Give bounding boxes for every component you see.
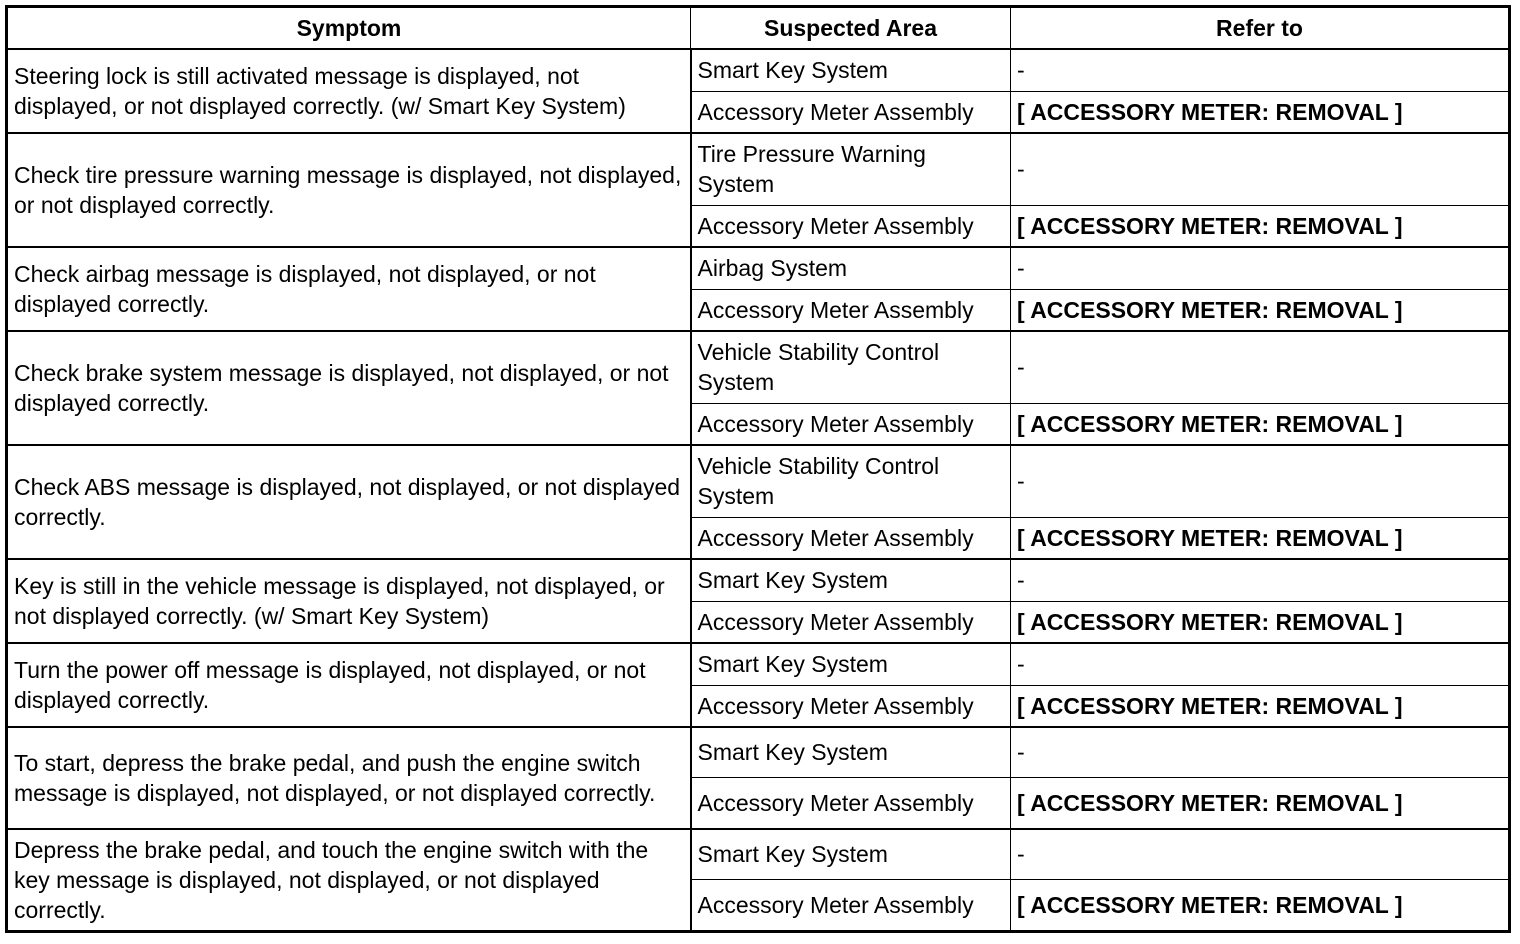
suspected-area-cell: Accessory Meter Assembly xyxy=(691,403,1011,445)
suspected-area-cell: Smart Key System xyxy=(691,643,1011,685)
suspected-area-cell: Accessory Meter Assembly xyxy=(691,777,1011,829)
table-row xyxy=(7,727,1510,777)
refer-to-link[interactable]: [ ACCESSORY METER: REMOVAL ] xyxy=(1011,685,1510,727)
table-row xyxy=(7,559,1510,601)
table-row xyxy=(7,49,1510,91)
refer-to-cell: - xyxy=(1011,559,1510,601)
refer-to-cell: - xyxy=(1011,331,1510,403)
table-row xyxy=(7,643,1510,685)
suspected-area-cell: Accessory Meter Assembly xyxy=(691,517,1011,559)
table-row xyxy=(7,445,1510,517)
symptom-table xyxy=(5,5,1511,933)
symptom-cell: Check airbag message is displayed, not displayed, or not displayed correctly. xyxy=(7,247,691,331)
refer-to-link[interactable]: [ ACCESSORY METER: REMOVAL ] xyxy=(1011,879,1510,931)
header-row xyxy=(7,7,1510,50)
refer-to-link[interactable]: [ ACCESSORY METER: REMOVAL ] xyxy=(1011,777,1510,829)
table-row xyxy=(7,331,1510,403)
header-suspected-area: Suspected Area xyxy=(691,7,1011,50)
symptom-cell: Turn the power off message is displayed, not displayed, or not displayed correctly. xyxy=(7,643,691,727)
table-row xyxy=(7,829,1510,879)
refer-to-link[interactable]: [ ACCESSORY METER: REMOVAL ] xyxy=(1011,205,1510,247)
symptom-cell: To start, depress the brake pedal, and push the engine switch message is displayed, not displayed, or not displayed correctly. xyxy=(7,727,691,829)
refer-to-link[interactable]: [ ACCESSORY METER: REMOVAL ] xyxy=(1011,289,1510,331)
refer-to-cell: - xyxy=(1011,49,1510,91)
suspected-area-cell: Smart Key System xyxy=(691,559,1011,601)
suspected-area-cell: Vehicle Stability Control System xyxy=(691,445,1011,517)
suspected-area-cell: Accessory Meter Assembly xyxy=(691,685,1011,727)
suspected-area-cell: Smart Key System xyxy=(691,829,1011,879)
refer-to-cell: - xyxy=(1011,643,1510,685)
symptom-cell: Check ABS message is displayed, not displayed, or not displayed correctly. xyxy=(7,445,691,559)
table-body xyxy=(7,49,1510,931)
symptom-cell: Check tire pressure warning message is displayed, not displayed, or not displayed correctly. xyxy=(7,133,691,247)
symptom-cell: Check brake system message is displayed, not displayed, or not displayed correctly. xyxy=(7,331,691,445)
suspected-area-cell: Accessory Meter Assembly xyxy=(691,879,1011,931)
table-row xyxy=(7,247,1510,289)
refer-to-cell: - xyxy=(1011,445,1510,517)
table-row xyxy=(7,133,1510,205)
refer-to-cell: - xyxy=(1011,829,1510,879)
suspected-area-cell: Vehicle Stability Control System xyxy=(691,331,1011,403)
refer-to-cell: - xyxy=(1011,247,1510,289)
suspected-area-cell: Accessory Meter Assembly xyxy=(691,205,1011,247)
refer-to-link[interactable]: [ ACCESSORY METER: REMOVAL ] xyxy=(1011,517,1510,559)
suspected-area-cell: Tire Pressure Warning System xyxy=(691,133,1011,205)
suspected-area-cell: Accessory Meter Assembly xyxy=(691,289,1011,331)
suspected-area-cell: Smart Key System xyxy=(691,49,1011,91)
refer-to-cell: - xyxy=(1011,133,1510,205)
suspected-area-cell: Airbag System xyxy=(691,247,1011,289)
symptom-cell: Steering lock is still activated message is displayed, not displayed, or not displayed correctly. (w/ Smart Key System) xyxy=(7,49,691,133)
refer-to-link[interactable]: [ ACCESSORY METER: REMOVAL ] xyxy=(1011,91,1510,133)
symptom-cell: Depress the brake pedal, and touch the engine switch with the key message is displayed, not displayed, or not displayed correctly. xyxy=(7,829,691,931)
refer-to-cell: - xyxy=(1011,727,1510,777)
refer-to-link[interactable]: [ ACCESSORY METER: REMOVAL ] xyxy=(1011,601,1510,643)
header-symptom: Symptom xyxy=(7,7,691,50)
refer-to-link[interactable]: [ ACCESSORY METER: REMOVAL ] xyxy=(1011,403,1510,445)
suspected-area-cell: Accessory Meter Assembly xyxy=(691,601,1011,643)
symptom-cell: Key is still in the vehicle message is displayed, not displayed, or not displayed correctly. (w/ Smart Key System) xyxy=(7,559,691,643)
suspected-area-cell: Smart Key System xyxy=(691,727,1011,777)
suspected-area-cell: Accessory Meter Assembly xyxy=(691,91,1011,133)
header-refer-to: Refer to xyxy=(1011,7,1510,50)
